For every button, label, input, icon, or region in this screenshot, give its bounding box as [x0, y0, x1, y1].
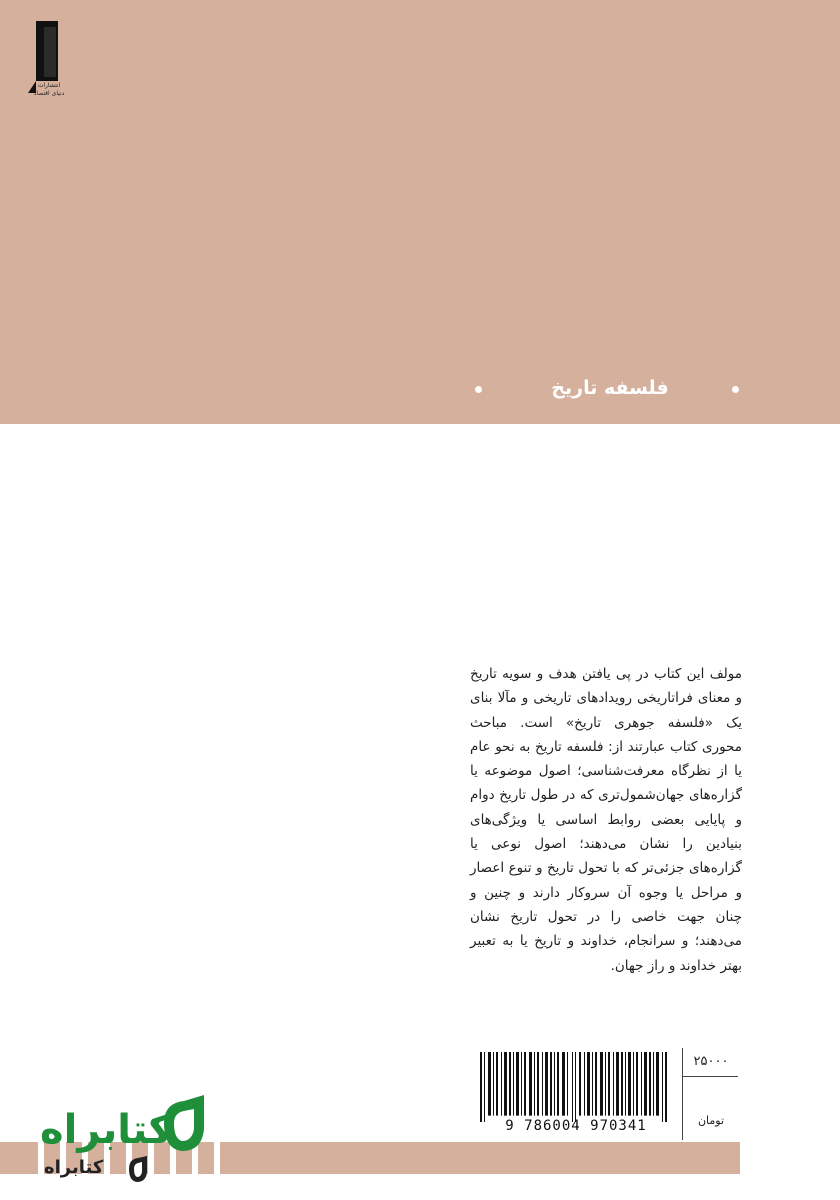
stripe-segment: [0, 1142, 38, 1174]
price-divider: [682, 1048, 683, 1140]
isbn-number: 9 786004 970341: [505, 1118, 647, 1134]
ketabrah-small-logo-icon: [126, 1155, 150, 1183]
blurb-text: مولف این کتاب در پی یافتن هدف و سویه تاریخ و معنای فراتاریخی رویدادهای تاریخی و مآلا بنای یک «فلسفه جوهری تاریخ» است. مباحث محوری کتاب عبارتند از: فلسفه تاریخ به نحو عام یا از نظرگاه معرفت‌شناسی؛ اصول موضوعه یا گزاره‌های جهان‌شمول‌تری که در طول تاریخ دوام و پایایی بعضی روابط اساسی یا ویژگی‌های بنیادین را نشان می‌دهند؛ اصول نوعی یا گزاره‌های جزئی‌تر که با تحول تاریخ و تنوع اعصار و مراحل یا وجوه آن سروکار دارند و چنین و چنان جهت خاصی را در تحول تاریخ نشان می‌دهند؛ و سرانجام، خداوند و تاریخ یا به تعبیر بهتر خداوند و راز جهان.: [470, 666, 742, 974]
ketabrah-watermark: [40, 1085, 215, 1185]
price-unit: تومان: [697, 1114, 725, 1127]
bullet-dot-icon: [475, 386, 482, 393]
publisher-name-line1: انتشارات: [37, 82, 61, 89]
series-title: فلسفه تاریخ: [551, 377, 669, 399]
ketabrah-brand: کتابراه: [40, 1107, 172, 1153]
publisher-name-line2: دنیای اقتصاد: [33, 90, 65, 97]
cover-top-band: [0, 0, 840, 424]
publisher-name: [16, 82, 82, 98]
barcode-block: [474, 1048, 740, 1142]
series-title-row: [460, 372, 750, 406]
price-amount: ۲۵۰۰۰: [693, 1054, 729, 1069]
price-divider: [682, 1076, 738, 1077]
back-cover-blurb: [470, 662, 742, 978]
isbn-barcode: [476, 1052, 676, 1122]
stripe-segment: [220, 1142, 740, 1174]
ketabrah-brand-small: کتابراه: [44, 1157, 104, 1178]
bullet-dot-icon: [732, 386, 739, 393]
